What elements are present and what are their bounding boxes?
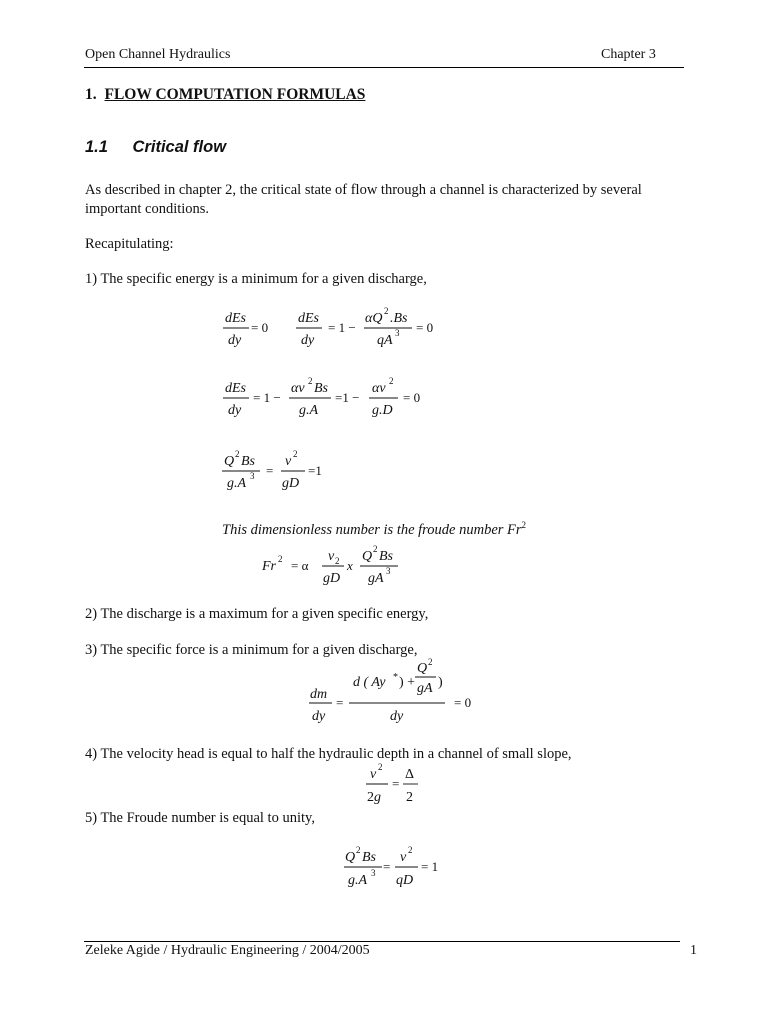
section-heading — [85, 86, 365, 104]
svg-text:gA: gA — [417, 681, 433, 696]
svg-text:dy: dy — [301, 333, 315, 348]
svg-text:Bs: Bs — [241, 454, 255, 469]
svg-text:2: 2 — [293, 449, 298, 459]
svg-text:dEs: dEs — [298, 311, 319, 326]
svg-text:gD: gD — [323, 571, 341, 586]
item-5: 5) The Froude number is equal to unity, — [85, 810, 315, 826]
svg-text:= 1 −: = 1 − — [328, 320, 356, 335]
svg-text:d ( Ay: d ( Ay — [353, 675, 386, 690]
svg-text:Δ: Δ — [405, 767, 415, 782]
svg-text:2: 2 — [406, 790, 413, 805]
footer-text: Zeleke Agide / Hydraulic Engineering / 2004/2005 — [85, 943, 370, 958]
svg-text:dm: dm — [310, 687, 328, 702]
svg-text:Bs: Bs — [362, 850, 376, 865]
item-4: 4) The velocity head is equal to half the hydraulic depth in a channel of small slope, — [85, 746, 572, 762]
svg-text:dy: dy — [228, 333, 242, 348]
intro-paragraph: As described in chapter 2, the critical state of flow through a channel is characterized by several important conditions. — [85, 182, 642, 217]
svg-text:2: 2 — [278, 554, 283, 564]
section-number: 1. — [85, 86, 97, 103]
svg-text:αv: αv — [372, 381, 386, 396]
svg-text:3: 3 — [371, 868, 376, 878]
equation-3 — [215, 445, 365, 497]
svg-text:v: v — [285, 454, 292, 469]
svg-text:=1: =1 — [308, 463, 322, 478]
svg-text:g.A: g.A — [348, 873, 368, 888]
svg-text:) +: ) + — [399, 675, 416, 690]
equation-froude — [258, 540, 418, 590]
svg-text:2: 2 — [308, 376, 313, 386]
svg-text:=: = — [336, 695, 344, 710]
svg-text:dy: dy — [312, 709, 326, 724]
svg-text:2: 2 — [384, 306, 389, 316]
svg-text:2: 2 — [335, 556, 340, 566]
svg-text:dy: dy — [228, 403, 242, 418]
svg-text:.Bs: .Bs — [390, 311, 408, 326]
svg-text:=: = — [392, 776, 400, 791]
item-1: 1) The specific energy is a minimum for a given discharge, — [85, 271, 427, 287]
svg-text:g.D: g.D — [372, 403, 393, 418]
svg-text:= α: = α — [291, 558, 309, 573]
svg-text:2: 2 — [356, 845, 361, 855]
svg-text:=1 −: =1 − — [335, 390, 360, 405]
svg-text:=: = — [266, 463, 274, 478]
svg-text:Q: Q — [224, 454, 235, 469]
svg-text:Bs: Bs — [314, 381, 328, 396]
svg-text:= 0: = 0 — [416, 320, 434, 335]
svg-text:*: * — [393, 672, 398, 683]
svg-text:= 0: = 0 — [454, 695, 472, 710]
svg-text:dEs: dEs — [225, 381, 246, 396]
svg-text:3: 3 — [395, 328, 400, 338]
item-2: 2) The discharge is a maximum for a given specific energy, — [85, 606, 429, 622]
recap-label: Recapitulating: — [85, 236, 174, 252]
equation-specific-force — [305, 658, 495, 728]
svg-text:qD: qD — [396, 873, 414, 888]
svg-text:v: v — [400, 850, 407, 865]
svg-text:Bs: Bs — [379, 549, 393, 564]
svg-text:g.A: g.A — [227, 476, 247, 491]
section-title: FLOW COMPUTATION FORMULAS — [104, 86, 366, 103]
equation-1 — [215, 302, 455, 352]
subsection-number: 1.1 — [85, 138, 108, 156]
subsection-title: Critical flow — [132, 138, 227, 156]
svg-text:Q: Q — [417, 661, 428, 676]
svg-text:2g: 2g — [367, 790, 381, 805]
svg-text:3: 3 — [250, 471, 255, 481]
svg-text:= 0: = 0 — [403, 390, 421, 405]
svg-text:3: 3 — [386, 566, 391, 576]
svg-text:): ) — [438, 675, 443, 690]
svg-text:Q: Q — [345, 850, 356, 865]
svg-text:2: 2 — [373, 544, 378, 554]
froude-sentence: This dimensionless number is the froude number Fr$^2$ — [222, 520, 527, 538]
svg-text:2: 2 — [235, 449, 240, 459]
svg-text:2: 2 — [389, 376, 394, 386]
svg-text:dy: dy — [390, 709, 404, 724]
svg-text:2: 2 — [428, 658, 433, 667]
subsection-heading — [85, 138, 226, 157]
svg-text:= 0: = 0 — [251, 320, 269, 335]
svg-text:αv: αv — [291, 381, 305, 396]
item-3: 3) The specific force is a minimum for a given discharge, — [85, 642, 418, 658]
footer-rule — [84, 941, 680, 942]
running-header-left: Open Channel Hydraulics — [85, 47, 231, 62]
page-number: 1 — [690, 943, 697, 958]
svg-text:Fr: Fr — [262, 559, 276, 574]
svg-text:= 1 −: = 1 − — [253, 390, 281, 405]
svg-text:x: x — [347, 558, 353, 573]
svg-text:Q: Q — [362, 549, 373, 564]
running-header-right: Chapter 3 — [601, 47, 656, 62]
svg-text:αQ: αQ — [365, 311, 383, 326]
svg-text:qA: qA — [377, 333, 393, 348]
svg-text:= 1: = 1 — [421, 859, 439, 874]
svg-text:2: 2 — [378, 762, 383, 772]
svg-text:dEs: dEs — [225, 311, 246, 326]
equation-2 — [215, 372, 445, 422]
equation-velocity-head — [362, 760, 432, 808]
svg-text:g.A: g.A — [299, 403, 319, 418]
svg-text:v: v — [328, 549, 335, 564]
svg-text:v: v — [370, 767, 377, 782]
svg-text:=: = — [383, 859, 391, 874]
froude-sentence-text: This dimensionless number is the froude number Fr — [222, 521, 522, 538]
svg-text:gD: gD — [282, 476, 300, 491]
equation-froude-unity — [340, 843, 450, 893]
header-rule — [84, 67, 684, 68]
svg-text:gA: gA — [368, 571, 384, 586]
svg-text:2: 2 — [408, 845, 413, 855]
